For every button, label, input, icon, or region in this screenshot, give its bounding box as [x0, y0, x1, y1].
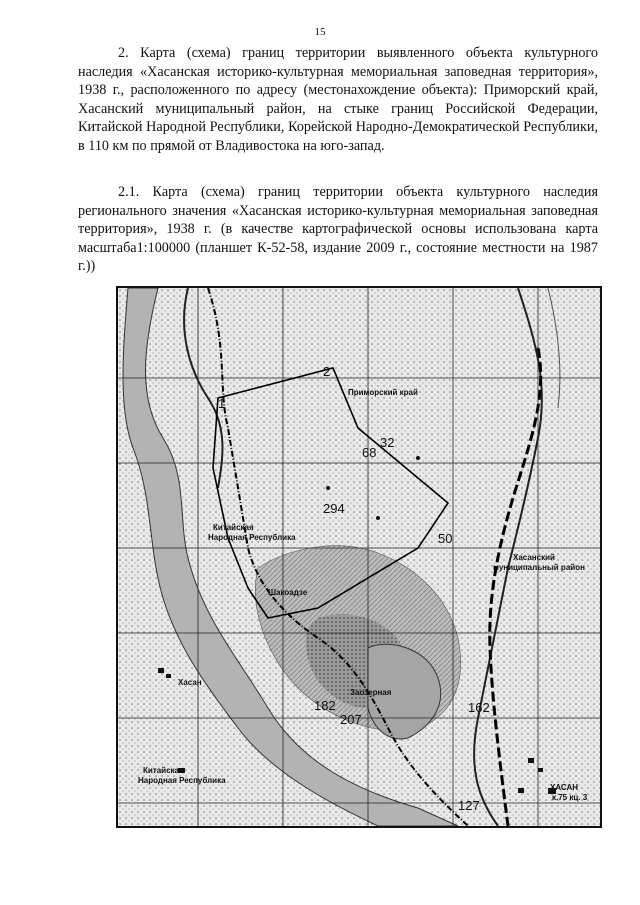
label-corner-sheet: к.75 кц. 3	[552, 793, 588, 802]
map-number-32: 32	[380, 435, 395, 450]
label-china-top-2: Народная Республика	[208, 533, 296, 542]
map-number-2: 2	[323, 364, 331, 379]
label-hasan-station: ХАСАН	[550, 783, 579, 792]
topographic-map	[116, 286, 602, 828]
map-number-50: 50	[438, 531, 453, 546]
label-china-top-1: Китайская	[213, 523, 254, 532]
map-number-207: 207	[340, 712, 362, 727]
label-zaozernaya: Заозерная	[350, 688, 392, 697]
map-number-1: 1	[218, 396, 226, 411]
label-china-bottom-2: Народная Республика	[138, 776, 226, 785]
page-number: 15	[314, 26, 326, 38]
map-number-68: 68	[362, 445, 377, 460]
label-china-bottom-1: Китайская	[143, 766, 184, 775]
map-number-294: 294	[323, 501, 345, 516]
paragraph-regional-object-map: 2.1. Карта (схема) границ территории объекта культурного наследия регионального значения «Хасанская историко-культурная мемориальная заповедная территория», 1938 г. (в качестве картографической основы использована карта масштаба1:100000 (планшет К-52-58, издание 2009 г., состояние местности на 1987 г.))	[78, 184, 598, 275]
label-primorsky-krai: Приморский край	[348, 388, 418, 397]
label-hasan-village: Хасан	[178, 678, 202, 687]
label-hasan-district-1: Хасанский	[513, 553, 555, 562]
map-number-127: 127	[458, 798, 480, 813]
label-hasan-district-2: муниципальный район	[493, 563, 585, 572]
map-number-182: 182	[314, 698, 336, 713]
label-shakoadze: Шакоадзе	[268, 588, 308, 597]
map-number-162: 162	[468, 700, 490, 715]
paragraph-object-boundaries-map: 2. Карта (схема) границ территории выявленного объекта культурного наследия «Хасанская историко-культурная мемориальная заповедная территория», 1938 г., расположенного по адресу (местонахождение объекта): Приморский край, Хасанский муниципальный район, на стыке границ Российской Федерации, Китайской Народной Республики, Корейской Народно-Демократической Республики, в 110 км по прямой от Владивостока на юго-запад.	[78, 45, 598, 154]
